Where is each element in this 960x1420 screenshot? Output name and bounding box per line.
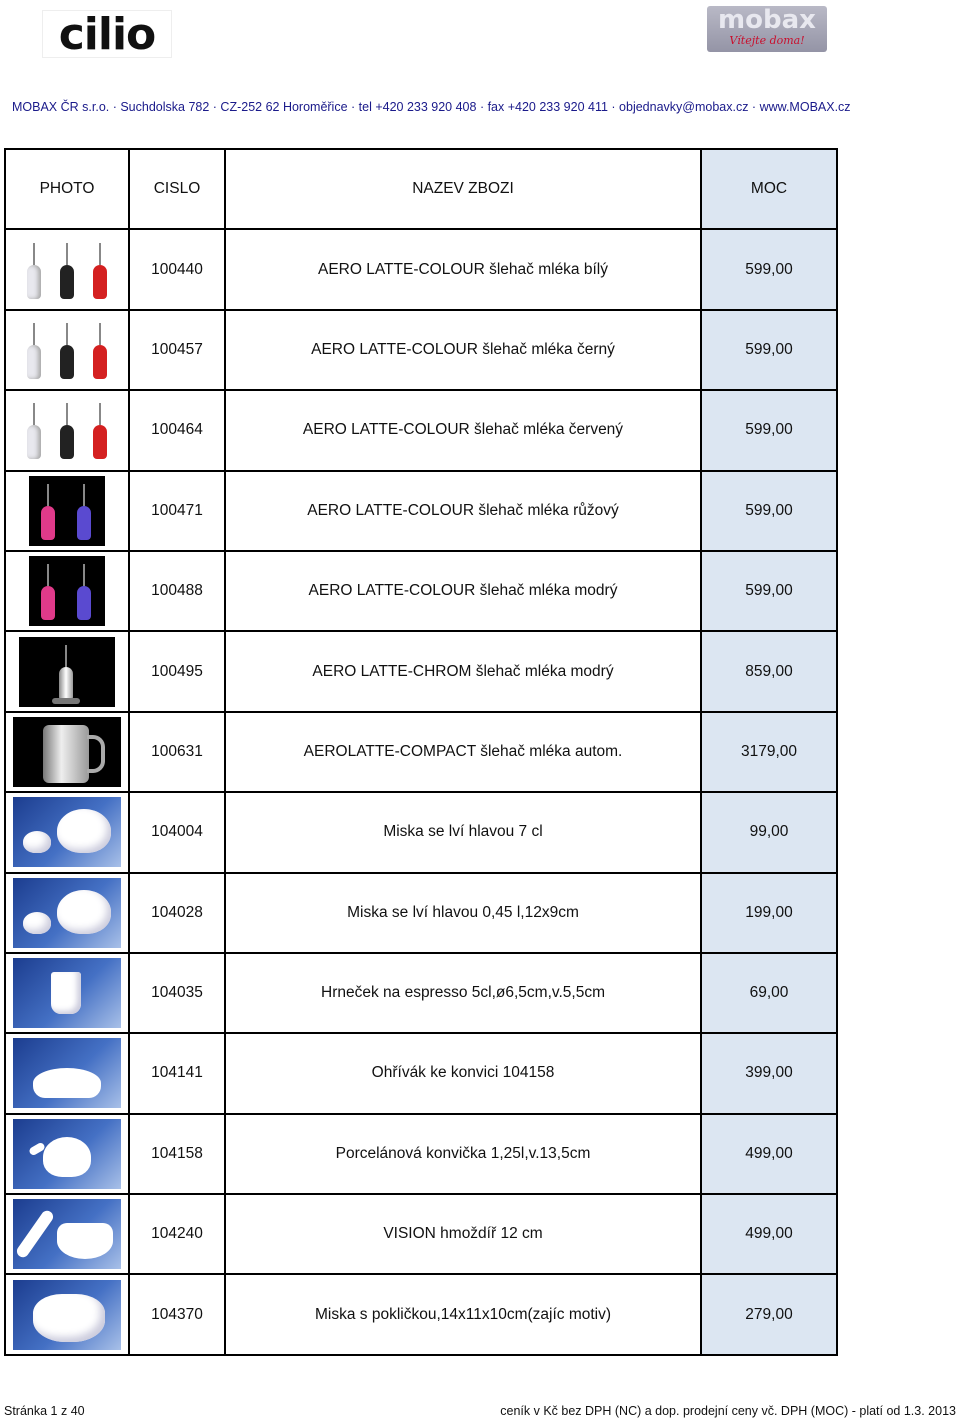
milk-frother-black-image: [13, 315, 121, 385]
product-name: VISION hmoždíř 12 cm: [225, 1194, 701, 1274]
espresso-cup-image: [13, 958, 121, 1028]
teapot-warmer-image: [13, 1038, 121, 1108]
product-photo: [5, 792, 129, 872]
product-photo: [5, 1114, 129, 1194]
mobax-slogan: Vítejte doma!: [729, 34, 805, 47]
product-price: 599,00: [701, 471, 837, 551]
table-row: [5, 1114, 837, 1194]
column-header-cislo: CISLO: [129, 149, 225, 229]
price-list-table: [4, 148, 838, 1356]
column-header-name: NAZEV ZBOZI: [225, 149, 701, 229]
cilio-logo: cilio: [42, 10, 172, 58]
product-code: 104035: [129, 953, 225, 1033]
product-code: 100457: [129, 310, 225, 390]
table-row: [5, 1033, 837, 1113]
table-row: [5, 551, 837, 631]
product-photo: [5, 1274, 129, 1355]
table-row: [5, 953, 837, 1033]
product-price: 599,00: [701, 390, 837, 470]
product-name: AERO LATTE-COLOUR šlehač mléka bílý: [225, 229, 701, 309]
product-price: 199,00: [701, 873, 837, 953]
table-row: [5, 471, 837, 551]
product-code: 104141: [129, 1033, 225, 1113]
column-header-moc: MOC: [701, 149, 837, 229]
table-row: [5, 1194, 837, 1274]
product-name: AERO LATTE-COLOUR šlehač mléka černý: [225, 310, 701, 390]
lidded-bowl-image: [13, 1280, 121, 1350]
table-row: [5, 310, 837, 390]
product-price: 499,00: [701, 1114, 837, 1194]
milk-frother-chrome-image: [19, 637, 115, 707]
product-photo: [5, 390, 129, 470]
product-price: 859,00: [701, 631, 837, 711]
product-price: 99,00: [701, 792, 837, 872]
product-photo: [5, 953, 129, 1033]
product-code: 104028: [129, 873, 225, 953]
product-code: 100440: [129, 229, 225, 309]
product-price: 69,00: [701, 953, 837, 1033]
porcelain-teapot-image: [13, 1119, 121, 1189]
product-name: Miska s pokličkou,14x11x10cm(zajíc motiv): [225, 1274, 701, 1355]
table-row: [5, 712, 837, 792]
product-price: 3179,00: [701, 712, 837, 792]
product-name: Ohřívák ke konvici 104158: [225, 1033, 701, 1113]
product-code: 100631: [129, 712, 225, 792]
product-photo: [5, 873, 129, 953]
product-name: AERO LATTE-COLOUR šlehač mléka růžový: [225, 471, 701, 551]
product-price: 599,00: [701, 310, 837, 390]
product-name: Miska se lví hlavou 0,45 l,12x9cm: [225, 873, 701, 953]
table-row: [5, 229, 837, 309]
product-code: 104240: [129, 1194, 225, 1274]
milk-frother-compact-image: [13, 717, 121, 787]
mobax-logo-name: mobax: [718, 5, 816, 35]
product-photo: [5, 1033, 129, 1113]
product-code: 100495: [129, 631, 225, 711]
page-number: Stránka 1 z 40: [4, 1404, 85, 1418]
product-photo: [5, 229, 129, 309]
product-code: 104158: [129, 1114, 225, 1194]
table-row: [5, 792, 837, 872]
product-price: 399,00: [701, 1033, 837, 1113]
product-photo: [5, 1194, 129, 1274]
product-name: AERO LATTE-COLOUR šlehač mléka modrý: [225, 551, 701, 631]
column-header-photo: PHOTO: [5, 149, 129, 229]
table-row: [5, 1274, 837, 1355]
footer-note: ceník v Kč bez DPH (NC) a dop. prodejní ceny vč. DPH (MOC) - platí od 1.3. 2013: [500, 1404, 956, 1418]
mortar-pestle-image: [13, 1199, 121, 1269]
product-name: Miska se lví hlavou 7 cl: [225, 792, 701, 872]
table-header-row: [5, 149, 837, 229]
product-price: 599,00: [701, 551, 837, 631]
table-row: [5, 631, 837, 711]
product-photo: [5, 310, 129, 390]
company-address: MOBAX ČR s.r.o. · Suchdolska 782 · CZ-252 62 Horoměřice · tel +420 233 920 408 · fax +420 233 920 411 · objednavky@mobax.cz · www.MOBAX.cz: [12, 100, 851, 114]
product-code: 100488: [129, 551, 225, 631]
product-price: 599,00: [701, 229, 837, 309]
product-code: 104370: [129, 1274, 225, 1355]
milk-frother-red-image: [13, 395, 121, 465]
product-price: 499,00: [701, 1194, 837, 1274]
lion-head-bowl-large-image: [13, 878, 121, 948]
product-code: 100464: [129, 390, 225, 470]
milk-frother-white-image: [13, 235, 121, 305]
table-row: [5, 390, 837, 470]
product-photo: [5, 471, 129, 551]
product-name: AEROLATTE-COMPACT šlehač mléka autom.: [225, 712, 701, 792]
product-name: Porcelánová konvička 1,25l,v.13,5cm: [225, 1114, 701, 1194]
product-code: 104004: [129, 792, 225, 872]
product-name: AERO LATTE-COLOUR šlehač mléka červený: [225, 390, 701, 470]
mobax-logo: [707, 6, 827, 52]
product-photo: [5, 712, 129, 792]
product-price: 279,00: [701, 1274, 837, 1355]
milk-frother-blue-image: [29, 556, 105, 626]
product-name: AERO LATTE-CHROM šlehač mléka modrý: [225, 631, 701, 711]
product-name: Hrneček na espresso 5cl,ø6,5cm,v.5,5cm: [225, 953, 701, 1033]
product-photo: [5, 631, 129, 711]
product-code: 100471: [129, 471, 225, 551]
lion-head-bowl-image: [13, 797, 121, 867]
product-photo: [5, 551, 129, 631]
table-row: [5, 873, 837, 953]
milk-frother-pink-image: [29, 476, 105, 546]
